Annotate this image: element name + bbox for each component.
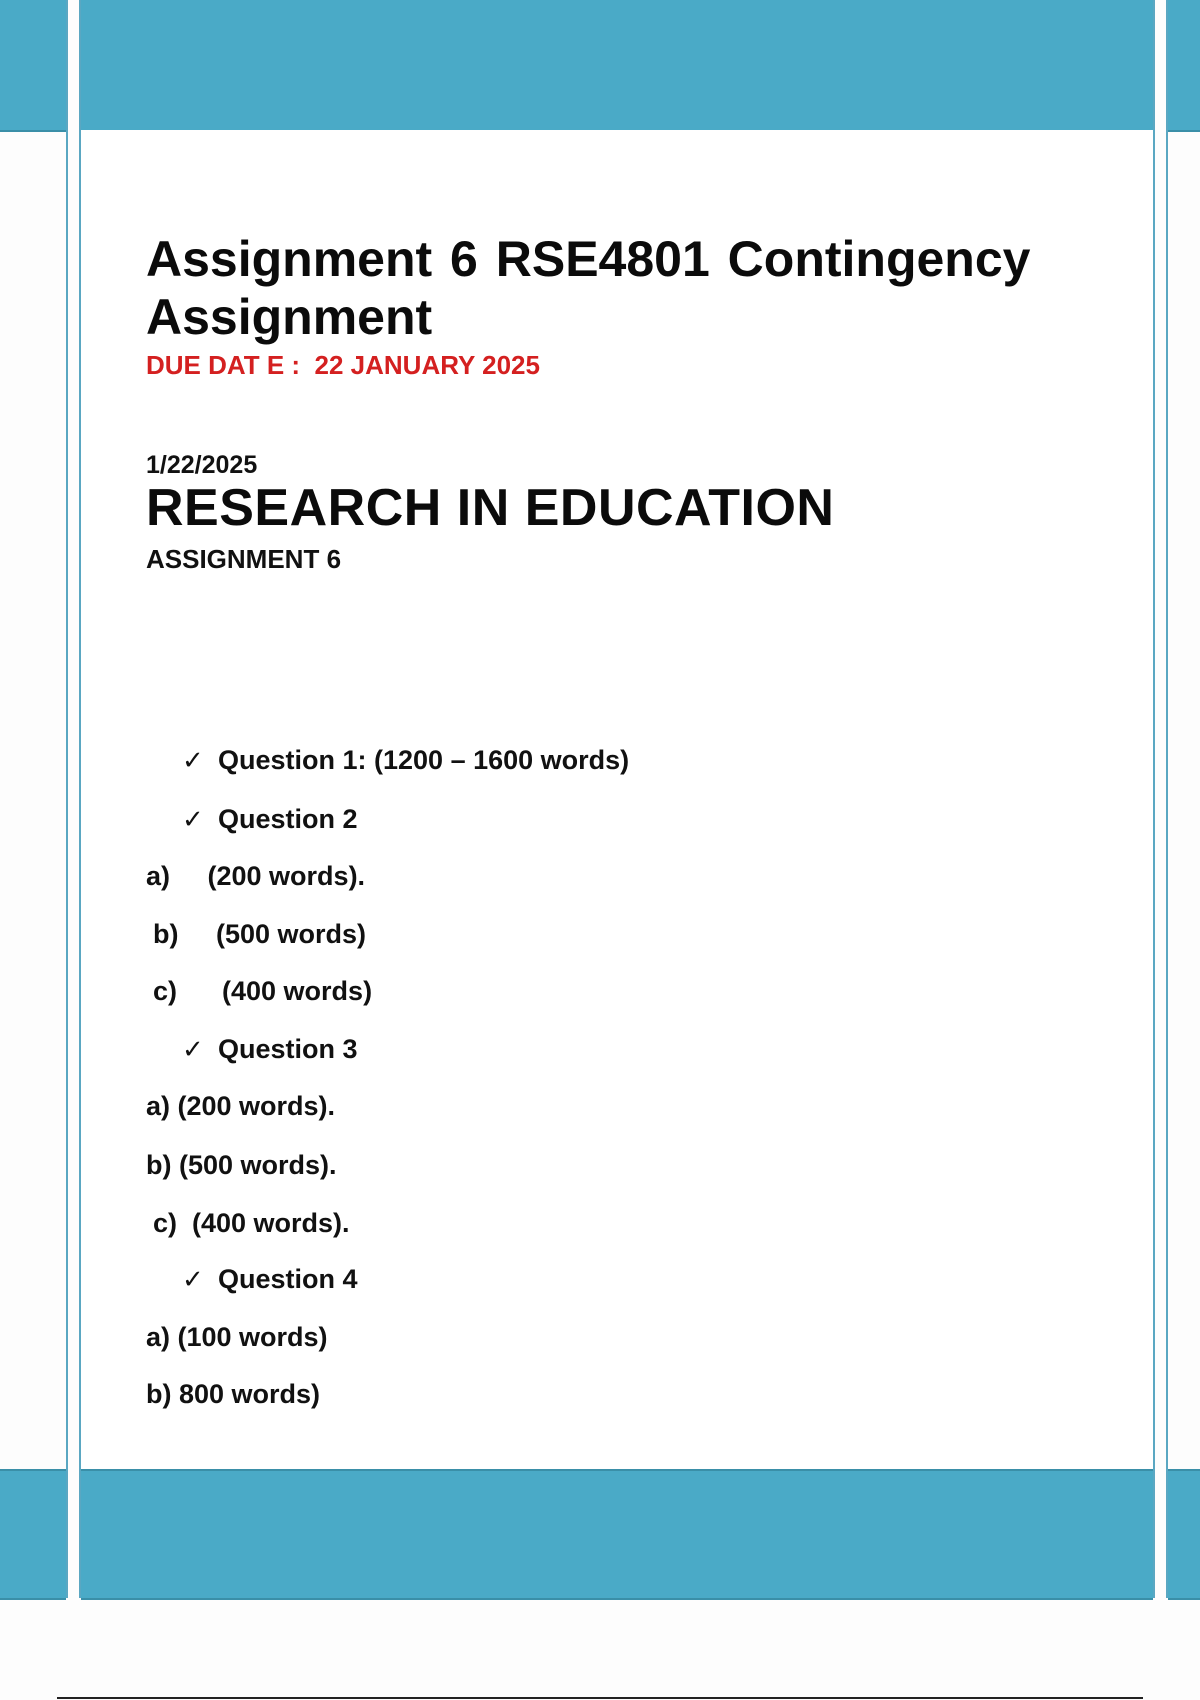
frame-right-outer-line bbox=[1166, 0, 1168, 1598]
question-2b: b) (500 words) bbox=[153, 919, 367, 949]
footer-band bbox=[81, 1469, 1153, 1600]
frame-right-inner-line bbox=[1153, 0, 1155, 1598]
question-4-item bbox=[182, 1264, 358, 1295]
page-bottom-rule bbox=[57, 1697, 1143, 1699]
question-4b: b) 800 words) bbox=[146, 1379, 321, 1409]
document-date: 1/22/2025 bbox=[146, 451, 258, 479]
question-3-label: Question 3 bbox=[218, 1034, 358, 1064]
question-2-label: Question 2 bbox=[218, 804, 358, 834]
question-3a: a) (200 words). bbox=[146, 1091, 336, 1121]
header-band bbox=[81, 0, 1153, 132]
question-3c: c) (400 words). bbox=[153, 1208, 350, 1238]
checkmark-icon: ✓ bbox=[182, 745, 204, 775]
assignment-number: ASSIGNMENT 6 bbox=[146, 544, 342, 574]
checkmark-icon: ✓ bbox=[182, 804, 204, 834]
header-band-left bbox=[0, 0, 66, 132]
frame-left-inner-line bbox=[79, 0, 81, 1598]
checkmark-icon: ✓ bbox=[182, 1034, 204, 1064]
checkmark-icon: ✓ bbox=[182, 1264, 204, 1294]
footer-band-left bbox=[0, 1469, 66, 1600]
frame-left-outer-line bbox=[66, 0, 68, 1598]
due-date: DUE DAT E : 22 JANUARY 2025 bbox=[146, 350, 540, 380]
question-1-item bbox=[182, 745, 629, 776]
subject-heading: RESEARCH IN EDUCATION bbox=[146, 479, 835, 537]
footer-band-right bbox=[1168, 1469, 1200, 1600]
question-3-item bbox=[182, 1034, 358, 1065]
header-band-right bbox=[1168, 0, 1200, 132]
question-4a: a) (100 words) bbox=[146, 1322, 328, 1352]
question-2c: c) (400 words) bbox=[153, 976, 373, 1006]
question-3b: b) (500 words). bbox=[146, 1150, 337, 1180]
document-title: Assignment 6 RSE4801 Contingency Assignment bbox=[146, 231, 1031, 345]
question-2-item bbox=[182, 804, 358, 835]
question-2a: a) (200 words). bbox=[146, 861, 366, 891]
question-4-label: Question 4 bbox=[218, 1264, 358, 1294]
question-1-label: Question 1: (1200 – 1600 words) bbox=[218, 745, 630, 775]
